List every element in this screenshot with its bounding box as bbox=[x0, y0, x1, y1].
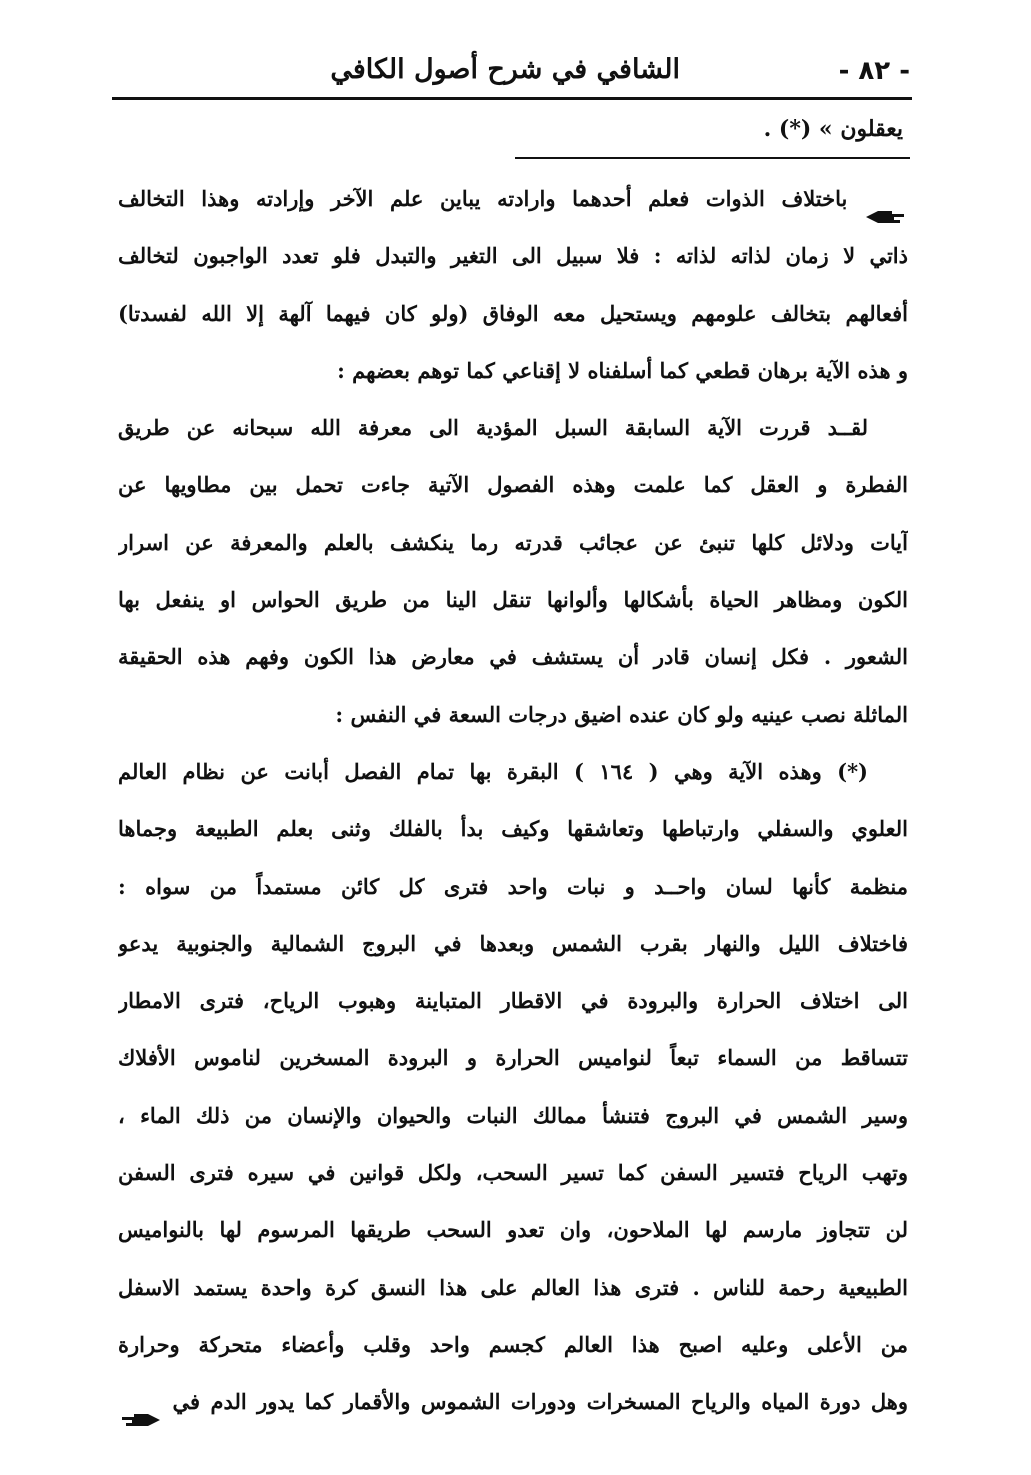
footnote-separator-rule bbox=[515, 157, 910, 159]
page-number: - ٨٢ - bbox=[838, 56, 910, 86]
body-line-1: باختلاف الذوات فعلم أحدهما وارادته يباين علم الآخر وإرادته وهذا التخالف bbox=[118, 170, 908, 227]
pointing-hand-icon bbox=[864, 191, 908, 211]
body-line-3: أفعالهم بتخالف علومهم ويستحيل معه الوفاق (ولو كان فيهما آلهة إلا الله لفسدتا) bbox=[118, 300, 908, 326]
footnote-line-7: وسير الشمس في البروج فتنشأ ممالك النبات والحيوان والإنسان من ذلك الماء ، bbox=[118, 1102, 908, 1128]
body-text bbox=[118, 170, 908, 1431]
footnote-line-10: الطبيعية رحمة للناس . فترى هذا العالم على هذا النسق كرة واحدة يستمد الاسفل bbox=[118, 1274, 908, 1300]
body-line-8: الكون ومظاهر الحياة بأشكالها وألوانها تنقل الينا من طريق الحواس او ينفعل بها bbox=[118, 587, 908, 613]
footnote-line-8: وتهب الرياح فتسير السفن كما تسير السحب، ولكل قوانين في سيره فترى السفن bbox=[118, 1160, 908, 1186]
body-line-5: لقــد قررت الآية السابقة السبل المؤدية الى معرفة الله سبحانه عن طريق bbox=[118, 415, 868, 441]
body-line-7: آيات ودلائل كلها تنبئ عن عجائب قدرته رما ينكشف بالعلم والمعرفة عن اسرار bbox=[118, 529, 908, 555]
footnote-line-6: تتساقط من السماء تبعاً لنواميس الحرارة و البرودة المسخرين لناموس الأفلاك bbox=[118, 1045, 908, 1071]
running-title: الشافي في شرح أصول الكافي bbox=[330, 54, 680, 85]
footnote-line-5: الى اختلاف الحرارة والبرودة في الاقطار المتباينة وهبوب الرياح، فترى الامطار bbox=[118, 988, 908, 1014]
body-line-6: الفطرة و العقل كما علمت وهذه الفصول الآتية جاءت تحمل بين مطاويها عن bbox=[118, 472, 908, 498]
footnote-line-3: منظمة كأنها لسان واحــد و نبات واحد فترى كل كائن مستمداً من سواه : bbox=[118, 873, 908, 899]
footnote-line-2: العلوي والسفلي وارتباطها وتعاشقها وكيف بدأ بالفلك وثنى بعلم الطبيعة وجماها bbox=[118, 816, 908, 842]
footnote-line-4: فاختلاف الليل والنهار بقرب الشمس وبعدها في البروج الشمالية والجنوبية يدعو bbox=[118, 930, 908, 956]
header-rule bbox=[112, 97, 912, 100]
body-line-2: ذاتي لا زمان لذاته لذاته : فلا سبيل الى التغير والتبدل فلو تعدد الواجبون لتخالف bbox=[118, 243, 908, 269]
page-header bbox=[110, 38, 910, 94]
body-line-10: الماثلة نصب عينيه ولو كان عنده اضيق درجات السعة في النفس : bbox=[335, 701, 908, 727]
footnote-line-11: من الأعلى وعليه اصبح هذا العالم كجسم واحد وقلب وأعضاء متحركة وحرارة bbox=[118, 1331, 908, 1357]
top-line-continuation: يعقلون » (*) . bbox=[763, 116, 903, 142]
footnote-line-1: (*) وهذه الآية وهي ( ١٦٤ ) البقرة بها تمام الفصل أبانت عن نظام العالم bbox=[118, 758, 868, 784]
body-line-4: و هذه الآية برهان قطعي كما أسلفناه لا إقناعي كما توهم بعضهم : bbox=[337, 357, 908, 383]
body-line-9: الشعور . فكل إنسان قادر أن يستشف في معارض هذا الكون وفهم هذه الحقيقة bbox=[118, 644, 908, 670]
footnote-line-9: لن تتجاوز مارسم لها الملاحون، وان تعدو السحب طريقها المرسوم لها بالنواميس bbox=[118, 1217, 908, 1243]
pointing-hand-icon bbox=[118, 1394, 162, 1414]
footnote-line-12: وهل دورة المياه والرياح المسخرات ودورات الشموس والأقمار كما يدور الدم في bbox=[118, 1373, 908, 1430]
